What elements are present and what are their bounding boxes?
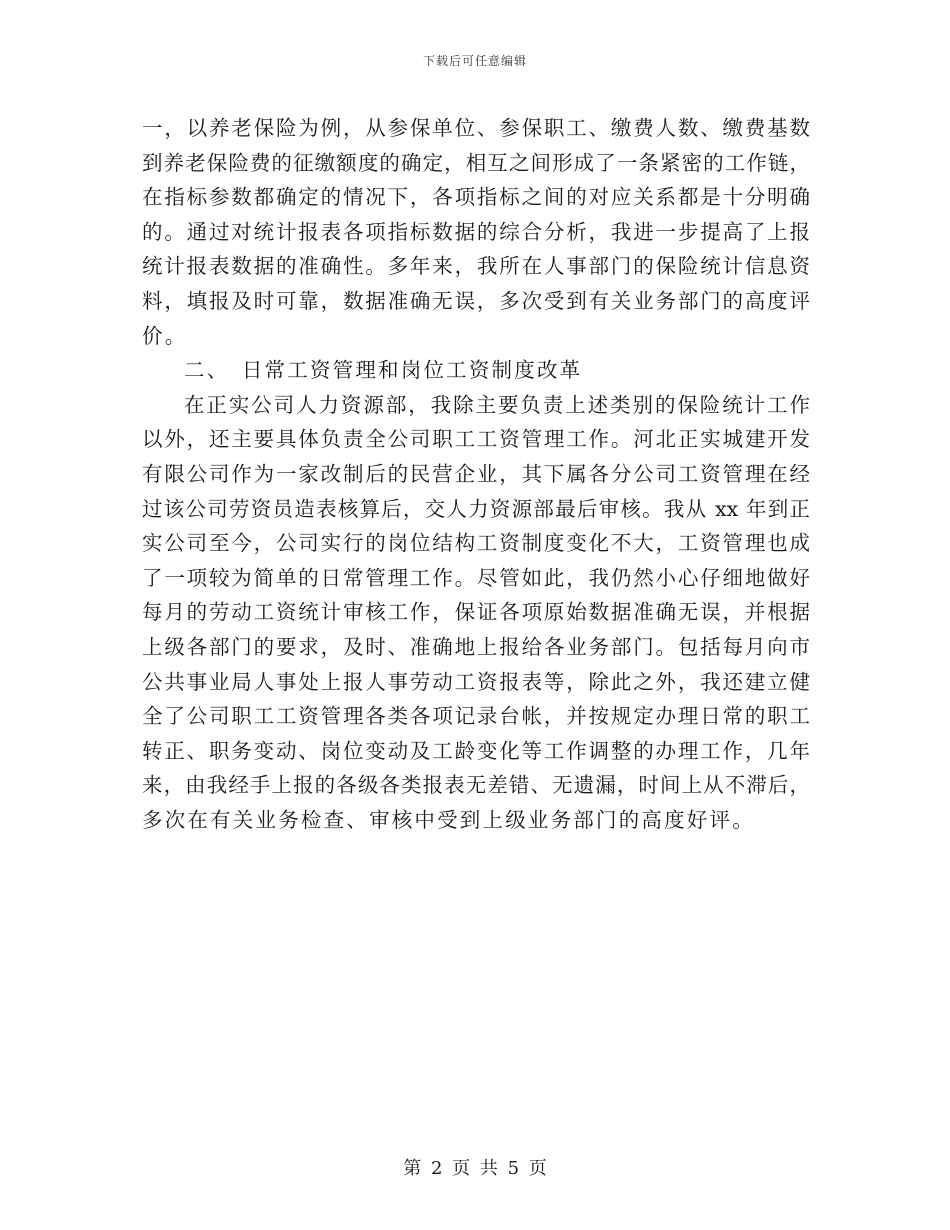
body-line: 统计报表数据的准确性。多年来，我所在人事部门的保险统计信息资 [142, 254, 810, 279]
body-text [142, 111, 810, 837]
body-line: 在正实公司人力资源部，我除主要负责上述类别的保险统计工作 [184, 392, 810, 417]
body-line: 多次在有关业务检查、审核中受到上级业务部门的高度好评。 [142, 807, 755, 832]
section-heading: 二、 日常工资管理和岗位工资制度改革 [184, 358, 583, 383]
body-line: 的。通过对统计报表各项指标数据的综合分析，我进一步提高了上报 [142, 219, 810, 244]
page-footer [0, 1154, 950, 1180]
body-line: 上级各部门的要求，及时、准确地上报给各业务部门。包括每月向市 [142, 634, 810, 659]
body-line: 到养老保险费的征缴额度的确定，相互之间形成了一条紧密的工作链， [142, 150, 810, 175]
body-line: 每月的劳动工资统计审核工作，保证各项原始数据准确无误，并根据 [142, 600, 810, 625]
body-line: 价。 [142, 323, 188, 348]
body-line: 有限公司作为一家改制后的民营企业，其下属各分公司工资管理在经 [142, 461, 810, 486]
body-line: 公共事业局人事处上报人事劳动工资报表等，除此之外，我还建立健 [142, 669, 810, 694]
body-line: 来，由我经手上报的各级各类报表无差错、无遗漏，时间上从不滞后， [142, 773, 810, 798]
download-note: 下载后可任意编辑 [422, 54, 527, 68]
body-line: 了一项较为简单的日常管理工作。尽管如此，我仍然小心仔细地做好 [142, 565, 810, 590]
footer-prefix: 第 [403, 1158, 422, 1179]
total-page-count: 5 [507, 1158, 520, 1179]
body-line: 一，以养老保险为例，从参保单位、参保职工、缴费人数、缴费基数 [142, 116, 810, 140]
body-line: 在指标参数都确定的情况下，各项指标之间的对应关系都是十分明确 [142, 185, 810, 210]
body-line: 转正、职务变动、岗位变动及工龄变化等工作调整的办理工作，几年 [142, 738, 810, 763]
footer-total-label: 共 [479, 1158, 498, 1179]
body-line: 实公司至今，公司实行的岗位结构工资制度变化不大，工资管理也成 [142, 531, 810, 556]
body-line: 过该公司劳资员造表核算后，交人力资源部最后审核。我从 xx 年到正 [142, 496, 810, 521]
footer-suffix: 页 [528, 1158, 547, 1179]
footer-page-word: 页 [452, 1158, 471, 1179]
current-page-number: 2 [430, 1158, 443, 1179]
body-line: 料，填报及时可靠，数据准确无误，多次受到有关业务部门的高度评 [142, 288, 810, 313]
body-line: 以外，还主要具体负责全公司职工工资管理工作。河北正实城建开发 [142, 427, 810, 452]
body-line: 全了公司职工工资管理各类各项记录台帐，并按规定办理日常的职工 [142, 704, 810, 729]
